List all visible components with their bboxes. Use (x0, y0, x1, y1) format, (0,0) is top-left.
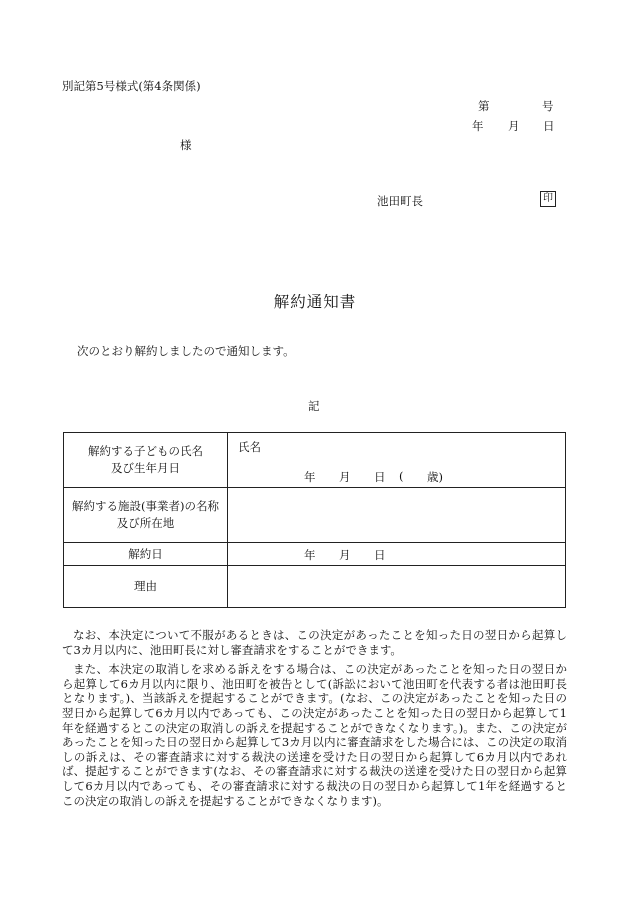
name-label: 氏名 (238, 440, 261, 454)
label-reason: 理由 (64, 566, 228, 608)
issue-date-month: 月 (508, 119, 520, 133)
number-suffix: 号 (542, 99, 554, 113)
label-facility-line2: 及び所在地 (116, 516, 175, 530)
legal-notes (62, 628, 567, 813)
value-child (228, 433, 566, 488)
cancel-day: 日 (374, 548, 386, 562)
number-prefix: 第 (478, 99, 490, 113)
issue-date-year: 年 (472, 119, 484, 133)
intro-text: 次のとおり解約しましたので通知します。 (77, 344, 295, 358)
note-appeal: なお、本決定について不服があるときは、この決定があったことを知った日の翌日から起算して3カ月以内に、池田町長に対し審査請求をすることができます。 (62, 628, 567, 657)
label-facility-line1: 解約する施設(事業者)の名称 (72, 499, 219, 513)
issue-date-day: 日 (543, 119, 555, 133)
label-child (64, 433, 228, 488)
table-row-reason (64, 566, 566, 608)
value-cancel-date (228, 543, 566, 566)
label-facility (64, 488, 228, 543)
details-table (63, 432, 566, 608)
birth-year: 年 (304, 470, 316, 484)
label-child-line2: 及び生年月日 (111, 461, 180, 475)
birth-month: 月 (339, 470, 351, 484)
cancel-year: 年 (304, 548, 316, 562)
value-reason (228, 566, 566, 608)
label-child-line1: 解約する子どもの氏名 (88, 444, 203, 458)
note-lawsuit: また、本決定の取消しを求める訴えをする場合は、この決定があったことを知った日の翌日から起算して6カ月以内に限り、池田町を被告として(訴訟において池田町を代表する者は池田町長となります。)、当該訴えを提起することができます。(なお、この決定があったことを知った日の翌日から起算して6カ月以内であっても、この決定があったことを知った日の翌日から起算して1年を経過するとこの決定の取消しの訴えを提起することができなくなります。)。また、この決定があったことを知った日の翌日から起算して3カ月以内に審査請求をした場合には、この決定の取消しの訴えは、その審査請求に対する裁決の送達を受けた日の翌日から起算して6カ月以内であれば、提起することができます(なお、その審査請求に対する裁決の送達を受けた日の翌日から起算して6カ月以内であっても、その審査請求に対する裁決の日の翌日から起算して1年を経過するとこの決定の取消しの訴えを提起することができなくなります)。 (62, 662, 567, 808)
table-row-child (64, 433, 566, 488)
birth-day: 日 (374, 470, 386, 484)
document-title: 解約通知書 (273, 293, 357, 311)
table-row-cancel-date (64, 543, 566, 566)
seal-mark: 印 (540, 191, 556, 207)
issuer-name: 池田町長 (377, 194, 423, 208)
ki-marker: 記 (308, 399, 320, 413)
form-number-label: 別記第5号様式(第4条関係) (62, 79, 201, 93)
age-label: 歳) (427, 470, 443, 484)
cancel-month: 月 (339, 548, 351, 562)
table-row-facility (64, 488, 566, 543)
label-cancel-date: 解約日 (64, 543, 228, 566)
addressee-suffix: 様 (180, 138, 192, 152)
age-open-paren: ( (399, 469, 404, 483)
value-facility (228, 488, 566, 543)
